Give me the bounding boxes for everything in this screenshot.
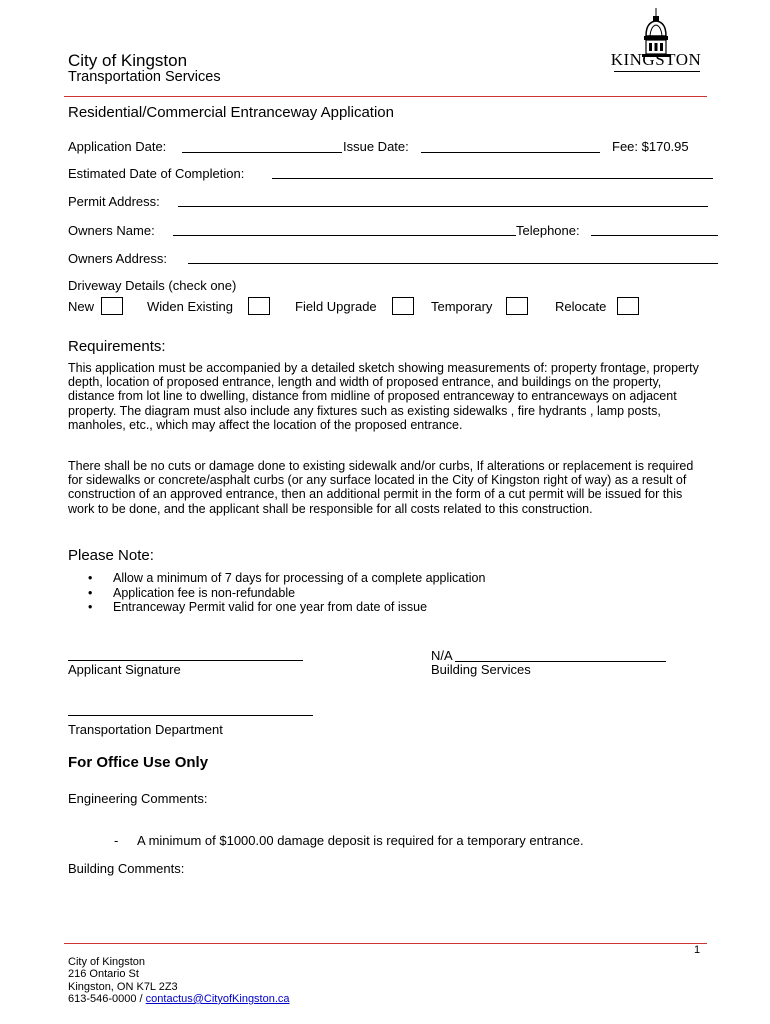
telephone-field[interactable] (591, 235, 718, 236)
owners-address-field[interactable] (188, 263, 718, 264)
form-title: Residential/Commercial Entranceway Application (68, 104, 394, 121)
option-widen-checkbox[interactable] (248, 297, 270, 315)
permit-address-label: Permit Address: (68, 194, 160, 209)
building-services-na: N/A (431, 648, 453, 663)
issue-date-field[interactable] (421, 152, 600, 153)
bullet-icon: • (88, 585, 93, 600)
please-note-list (88, 571, 485, 615)
note-item: • Allow a minimum of 7 days for processing of a complete application (88, 571, 486, 585)
option-new-label: New (68, 299, 95, 314)
org-name: City of Kingston (68, 51, 188, 70)
contact-email-link[interactable]: contactus@CityofKingston.ca (145, 992, 290, 1005)
deposit-dash: - (114, 833, 119, 848)
issue-date-label: Issue Date: (343, 139, 409, 154)
owners-name-field[interactable] (173, 235, 516, 236)
option-temporary-checkbox[interactable] (506, 297, 528, 315)
option-temporary-label: Temporary (431, 299, 493, 314)
building-comments-label: Building Comments: (68, 861, 185, 876)
logo-wordmark: KINGSTON (610, 50, 702, 69)
dept-name: Transportation Services (68, 69, 221, 85)
owners-address-label: Owners Address: (68, 251, 167, 266)
permit-address-field[interactable] (178, 206, 708, 207)
application-date-field[interactable] (182, 152, 342, 153)
bullet-icon: • (88, 600, 93, 614)
application-date-label: Application Date: (68, 139, 167, 154)
please-note-heading: Please Note: (68, 547, 154, 564)
option-widen-label: Widen Existing (147, 299, 233, 314)
page-number: 1 (694, 944, 701, 956)
footer-address (68, 956, 290, 1005)
transportation-signature-line[interactable] (68, 715, 313, 716)
note-item: • Application fee is non-refundable (88, 585, 296, 600)
header-divider (64, 96, 707, 97)
applicant-signature-label: Applicant Signature (68, 662, 181, 677)
completion-date-field[interactable] (272, 178, 713, 179)
option-field-upgrade-label: Field Upgrade (295, 299, 377, 314)
driveway-heading: Driveway Details (check one) (68, 278, 237, 293)
option-field-upgrade-checkbox[interactable] (392, 297, 414, 315)
fee-label: Fee: $170.95 (612, 139, 689, 154)
option-relocate-checkbox[interactable] (617, 297, 639, 315)
footer-contact: 613-546-0000 / contactus@CityofKingston.ca (68, 992, 290, 1005)
deposit-note: A minimum of $1000.00 damage deposit is required for a temporary entrance. (137, 833, 584, 848)
logo-underline (614, 71, 700, 72)
completion-date-label: Estimated Date of Completion: (68, 166, 245, 181)
kingston-logo (606, 6, 706, 96)
applicant-signature-line[interactable] (68, 660, 303, 661)
telephone-label: Telephone: (516, 223, 580, 238)
footer-line: 216 Ontario St (68, 968, 139, 981)
footer-line: City of Kingston (68, 956, 146, 968)
footer-divider (64, 943, 707, 944)
requirements-paragraph-2: There shall be no cuts or damage done to existing sidewalk and/or curbs, If alterations or replacement is required for sidewalks or concrete/asphalt curbs (or any surface located in the City of Kingston right of way) as a result of construction of an approved entrance, then an additional permit in the form of a cut permit will be issued for this work to be done, and the applicant shall be responsible for all costs related to this construction. (68, 459, 694, 516)
requirements-heading: Requirements: (68, 338, 166, 355)
office-use-heading: For Office Use Only (68, 754, 209, 771)
transportation-department-label: Transportation Department (68, 722, 223, 737)
requirements-paragraph-1: This application must be accompanied by a detailed sketch showing measurements of: property frontage, property depth, location of proposed entrance, length and width of proposed entrance, and buildings on the property, distance from lot line to dwelling, distance from midline of proposed entranceway to entranceways on adjacent property. The diagram must also include any fixtures such as existing sidewalks , fire hydrants , lamp posts, manholes, etc., which may affect the location of the proposed entrance. (68, 361, 699, 432)
owners-name-label: Owners Name: (68, 223, 155, 238)
footer-line: Kingston, ON K7L 2Z3 (68, 980, 178, 993)
bullet-icon: • (88, 571, 93, 585)
building-services-label: Building Services (431, 662, 531, 677)
option-new-checkbox[interactable] (101, 297, 123, 315)
note-item: • Entranceway Permit valid for one year from date of issue (88, 600, 428, 614)
engineering-comments-label: Engineering Comments: (68, 791, 208, 806)
option-relocate-label: Relocate (555, 299, 607, 314)
